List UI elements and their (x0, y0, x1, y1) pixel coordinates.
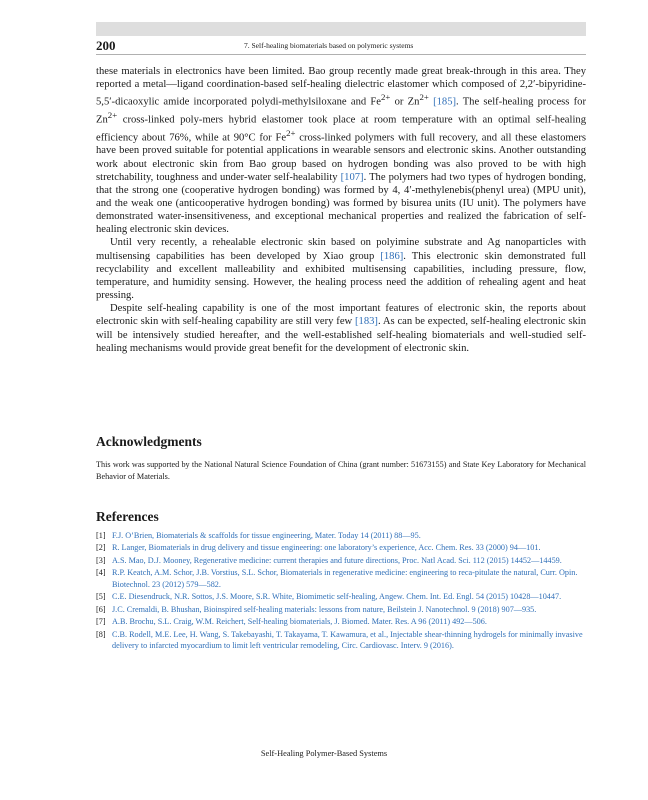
text-run: Despite self-healing capability is one of the most important features of electronic skin, the reports about electronic skin with self-healing capability are still very few (96, 303, 586, 328)
superscript: 2+ (380, 92, 391, 103)
reference-number: [3] (96, 555, 106, 565)
reference-item (96, 616, 588, 628)
reference-item (96, 629, 588, 653)
superscript: 2+ (107, 110, 118, 120)
text-run: . This electronic skin demonstrated full recyclability and excellent malleability and exhibited multisensing capabilities, including pressure, flow, temperature, and humidity sensing. However, the healing process need the addition of rehealing agent and heat pressing. (96, 250, 587, 302)
citation-link[interactable]: [183] (355, 316, 378, 328)
reference-number: [8] (96, 629, 106, 639)
reference-link[interactable]: C.B. Rodell, M.E. Lee, H. Wang, S. Takebayashi, T. Takayama, T. Kawamura, et al., Injectable shear-thinning hydrogels for minimally invasive delivery to infarcted myocardium to limit left ventricular remodeling, Circ. Cardiovasc. Interv. 9 (2016). (112, 629, 583, 651)
paragraph-2 (96, 236, 586, 302)
citation-link[interactable]: [185] (433, 96, 457, 108)
reference-item (96, 555, 588, 567)
acknowledgments-heading: Acknowledgments (96, 434, 202, 449)
reference-number: [1] (96, 531, 106, 540)
acknowledgments-text: This work was supported by the National Natural Science Foundation of China (grant number: 51673155) and State Key Laboratory for Mechanical Behavior of Materials. (96, 460, 586, 481)
paragraph-1 (96, 65, 586, 236)
reference-link[interactable]: R.P. Keatch, A.M. Schor, J.B. Vorstius, S.L. Schor, Biomaterials in regenerative medicine: engineering to reca-pitulate the natural, Curr. Opin. Biotechnol. 23 (2012) 579—582. (112, 568, 578, 589)
citation-link[interactable]: [107] (340, 171, 364, 183)
reference-list (96, 530, 588, 653)
paragraph-3 (96, 302, 586, 355)
reference-link[interactable]: J.C. Cremaldi, B. Bhushan, Bioinspired self-healing materials: lessons from nature, Beilstein J. Nanotechnol. 9 (2018) 907—935. (112, 604, 537, 614)
text-run: these materials in electronics have been limited. Bao group recently made great break-through in this area. They reported a metal—ligand coordination-based self-healing dielectric elastomer which composed of 2,2′-bipyridine-5,5′-dicaoxylic amide incorporated polydi-methylsiloxane and Fe (96, 66, 586, 108)
reference-item (96, 591, 588, 603)
reference-link[interactable]: C.E. Diesendruck, N.R. Sottos, J.S. Moore, S.R. White, Biomimetic self-healing, Angew. Chem. Int. Ed. Engl. 54 (2015) 10428—10447. (112, 592, 562, 602)
citation-link[interactable]: [186] (380, 250, 404, 262)
text-run: cross-linked polymers with full recovery, and all these elastomers have been proved suitable for potential applications in wearable sensors and electronic skins. Another outstanding work about electronic skin from Bao group based on hydrogen bonding was also proved to be with high stretchability, toughness and under-water self-healability (96, 132, 586, 183)
reference-link[interactable]: R. Langer, Biomaterials in drug delivery and tissue engineering: one laboratory’s experience, Acc. Chem. Res. 33 (2000) 94—101. (112, 543, 541, 553)
text-run: or Zn (390, 96, 420, 108)
text-run: . The self-healing process for Zn (96, 96, 586, 126)
text-run: Until very recently, a rehealable electronic skin based on polyimine substrate and Ag nanoparticles with multisensing capabilities has been developed by Xiao group (96, 237, 586, 262)
body-text (96, 65, 586, 355)
references-heading: References (96, 509, 159, 524)
reference-link[interactable]: A.B. Brochu, S.L. Craig, W.M. Reichert, Self-healing biomaterials, J. Biomed. Mater. Res. A 96 (2011) 492—506. (112, 617, 487, 627)
page-footer: Self-Healing Polymer-Based Systems (260, 749, 388, 758)
reference-number: [6] (96, 604, 106, 614)
reference-item (96, 604, 588, 616)
reference-number: [7] (96, 617, 106, 627)
text-run: . As can be expected, self-healing electronic skin will be intensively studied hereafter, and the well-established self-healing biomaterials and well-studied self-healing mechanisms would provide great benefit for the development of electronic skin. (96, 316, 586, 354)
reference-number: [2] (96, 543, 106, 553)
reference-item (96, 542, 588, 554)
reference-item (96, 567, 588, 591)
superscript: 2+ (419, 92, 429, 103)
reference-link[interactable]: F.J. O’Brien, Biomaterials & scaffolds for tissue engineering, Mater. Today 14 (2011) 88—95. (112, 531, 421, 540)
header-bar (96, 22, 586, 36)
running-head: 7. Self-healing biomaterials based on polymeric systems (244, 41, 414, 50)
text-run: cross-linked poly-mers hybrid elastomer took place at room temperature with an optimal self-healing efficiency about 76%, while at 90°C for Fe (96, 114, 586, 144)
reference-item (96, 530, 588, 542)
superscript: 2+ (286, 127, 296, 138)
reference-number: [5] (96, 592, 106, 602)
reference-link[interactable]: A.S. Mao, D.J. Mooney, Regenerative medicine: current therapies and future directions, Proc. Natl Acad. Sci. 112 (2015) 14452—14459. (112, 555, 562, 565)
page-number: 200 (96, 38, 116, 53)
text-run: . The polymers had two types of hydrogen bonding, that the strong one (cooperative hydrogen bonding) was formed by 4, 4′-methylenebis(phenyl urea) (MPU unit), and the weak one (anticooperative hydrogen bonding) was formed by bisurea units (IU unit). The polymers have demonstrated water-insensitiveness, and exceptional mechanical properties and realized the fabrication of self-healing electronic skin devices. (96, 171, 586, 236)
page-header (96, 38, 586, 55)
reference-number: [4] (96, 568, 106, 578)
